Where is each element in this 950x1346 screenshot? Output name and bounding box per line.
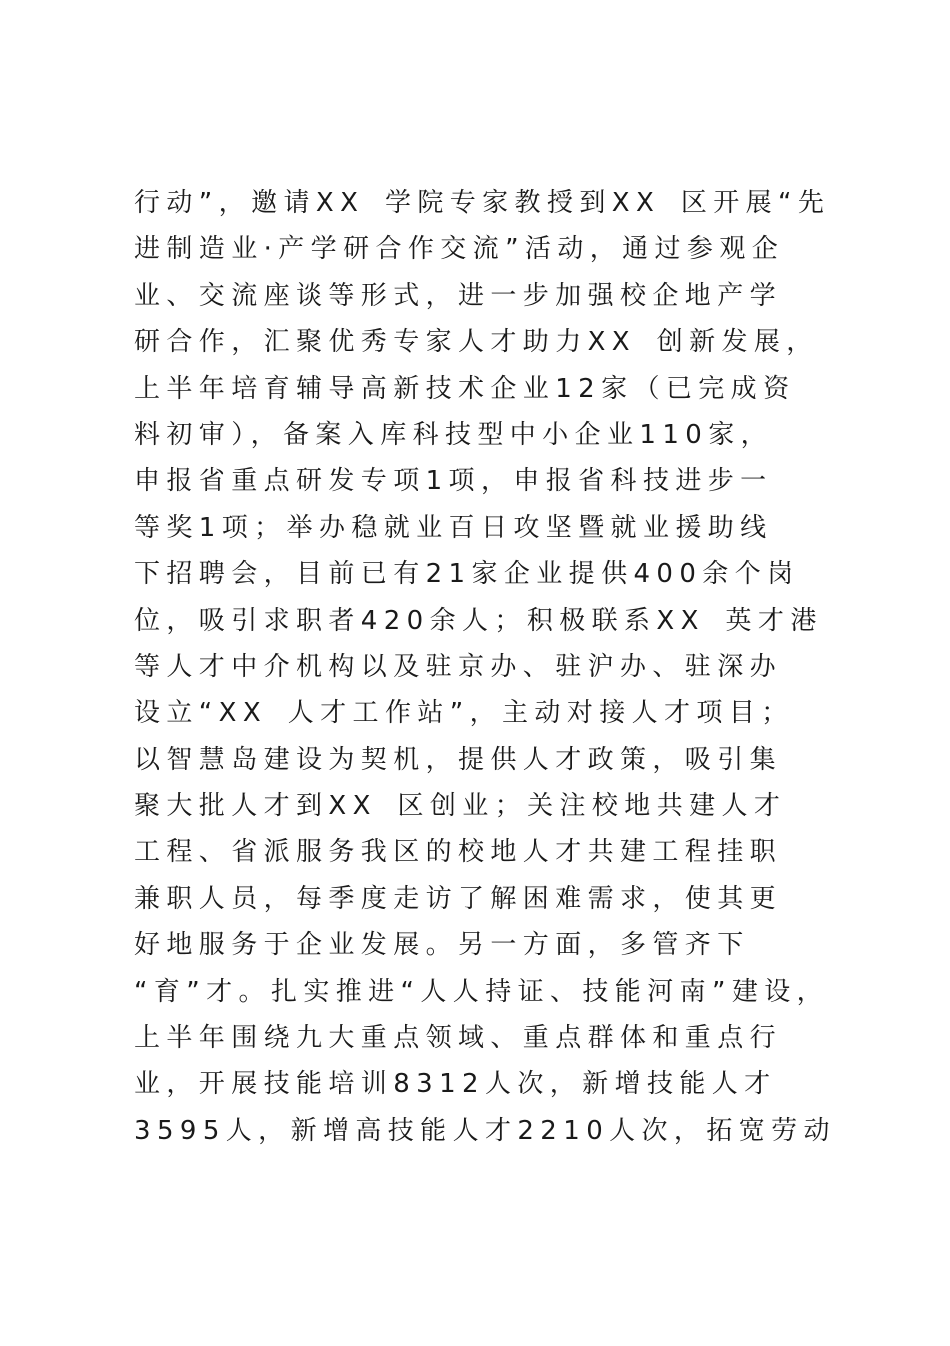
text-line: 工程、省派服务我区的校地人才共建工程挂职	[134, 837, 783, 868]
text-line: 研合作，汇聚优秀专家人才助力XX 创新发展，	[134, 327, 819, 358]
text-line: 上半年培育辅导高新技术企业12家（已完成资	[134, 373, 796, 404]
body-paragraph	[134, 180, 854, 1154]
text-line: 申报省重点研发专项1项，申报省科技进步一	[134, 466, 773, 497]
text-line: 料初审），备案入库科技型中小企业110家，	[134, 419, 774, 450]
text-line: 位，吸引求职者420余人；积极联系XX 英才港	[134, 605, 823, 636]
text-line: 等人才中介机构以及驻京办、驻沪办、驻深办	[134, 651, 783, 682]
text-line: 进制造业·产学研合作交流”活动，通过参观企	[134, 234, 785, 265]
text-line: 下招聘会，目前已有21家企业提供400余个岗	[134, 559, 800, 590]
text-line: 上半年围绕九大重点领域、重点群体和重点行	[134, 1023, 783, 1054]
text-line: 业、交流座谈等形式，进一步加强校企地产学	[134, 280, 783, 311]
text-line: “育”才。扎实推进“人人持证、技能河南”建设，	[134, 976, 830, 1007]
text-line: 3595人，新增高技能人才2210人次，拓宽劳动	[134, 1115, 836, 1146]
text-line: 设立“XX 人才工作站”，主动对接人才项目；	[134, 698, 794, 729]
text-line: 兼职人员，每季度走访了解困难需求，使其更	[134, 883, 783, 914]
text-line: 行动”，邀请XX 学院专家教授到XX 区开展“先	[134, 188, 831, 218]
text-line: 等奖1项；举办稳就业百日攻坚暨就业援助线	[134, 512, 773, 543]
text-line: 聚大批人才到XX 区创业；关注校地共建人才	[134, 791, 787, 822]
text-line: 好地服务于企业发展。另一方面，多管齐下	[134, 930, 750, 961]
text-line: 以智慧岛建设为契机，提供人才政策，吸引集	[134, 744, 783, 775]
text-line: 业，开展技能培训8312人次，新增技能人才	[134, 1069, 777, 1100]
